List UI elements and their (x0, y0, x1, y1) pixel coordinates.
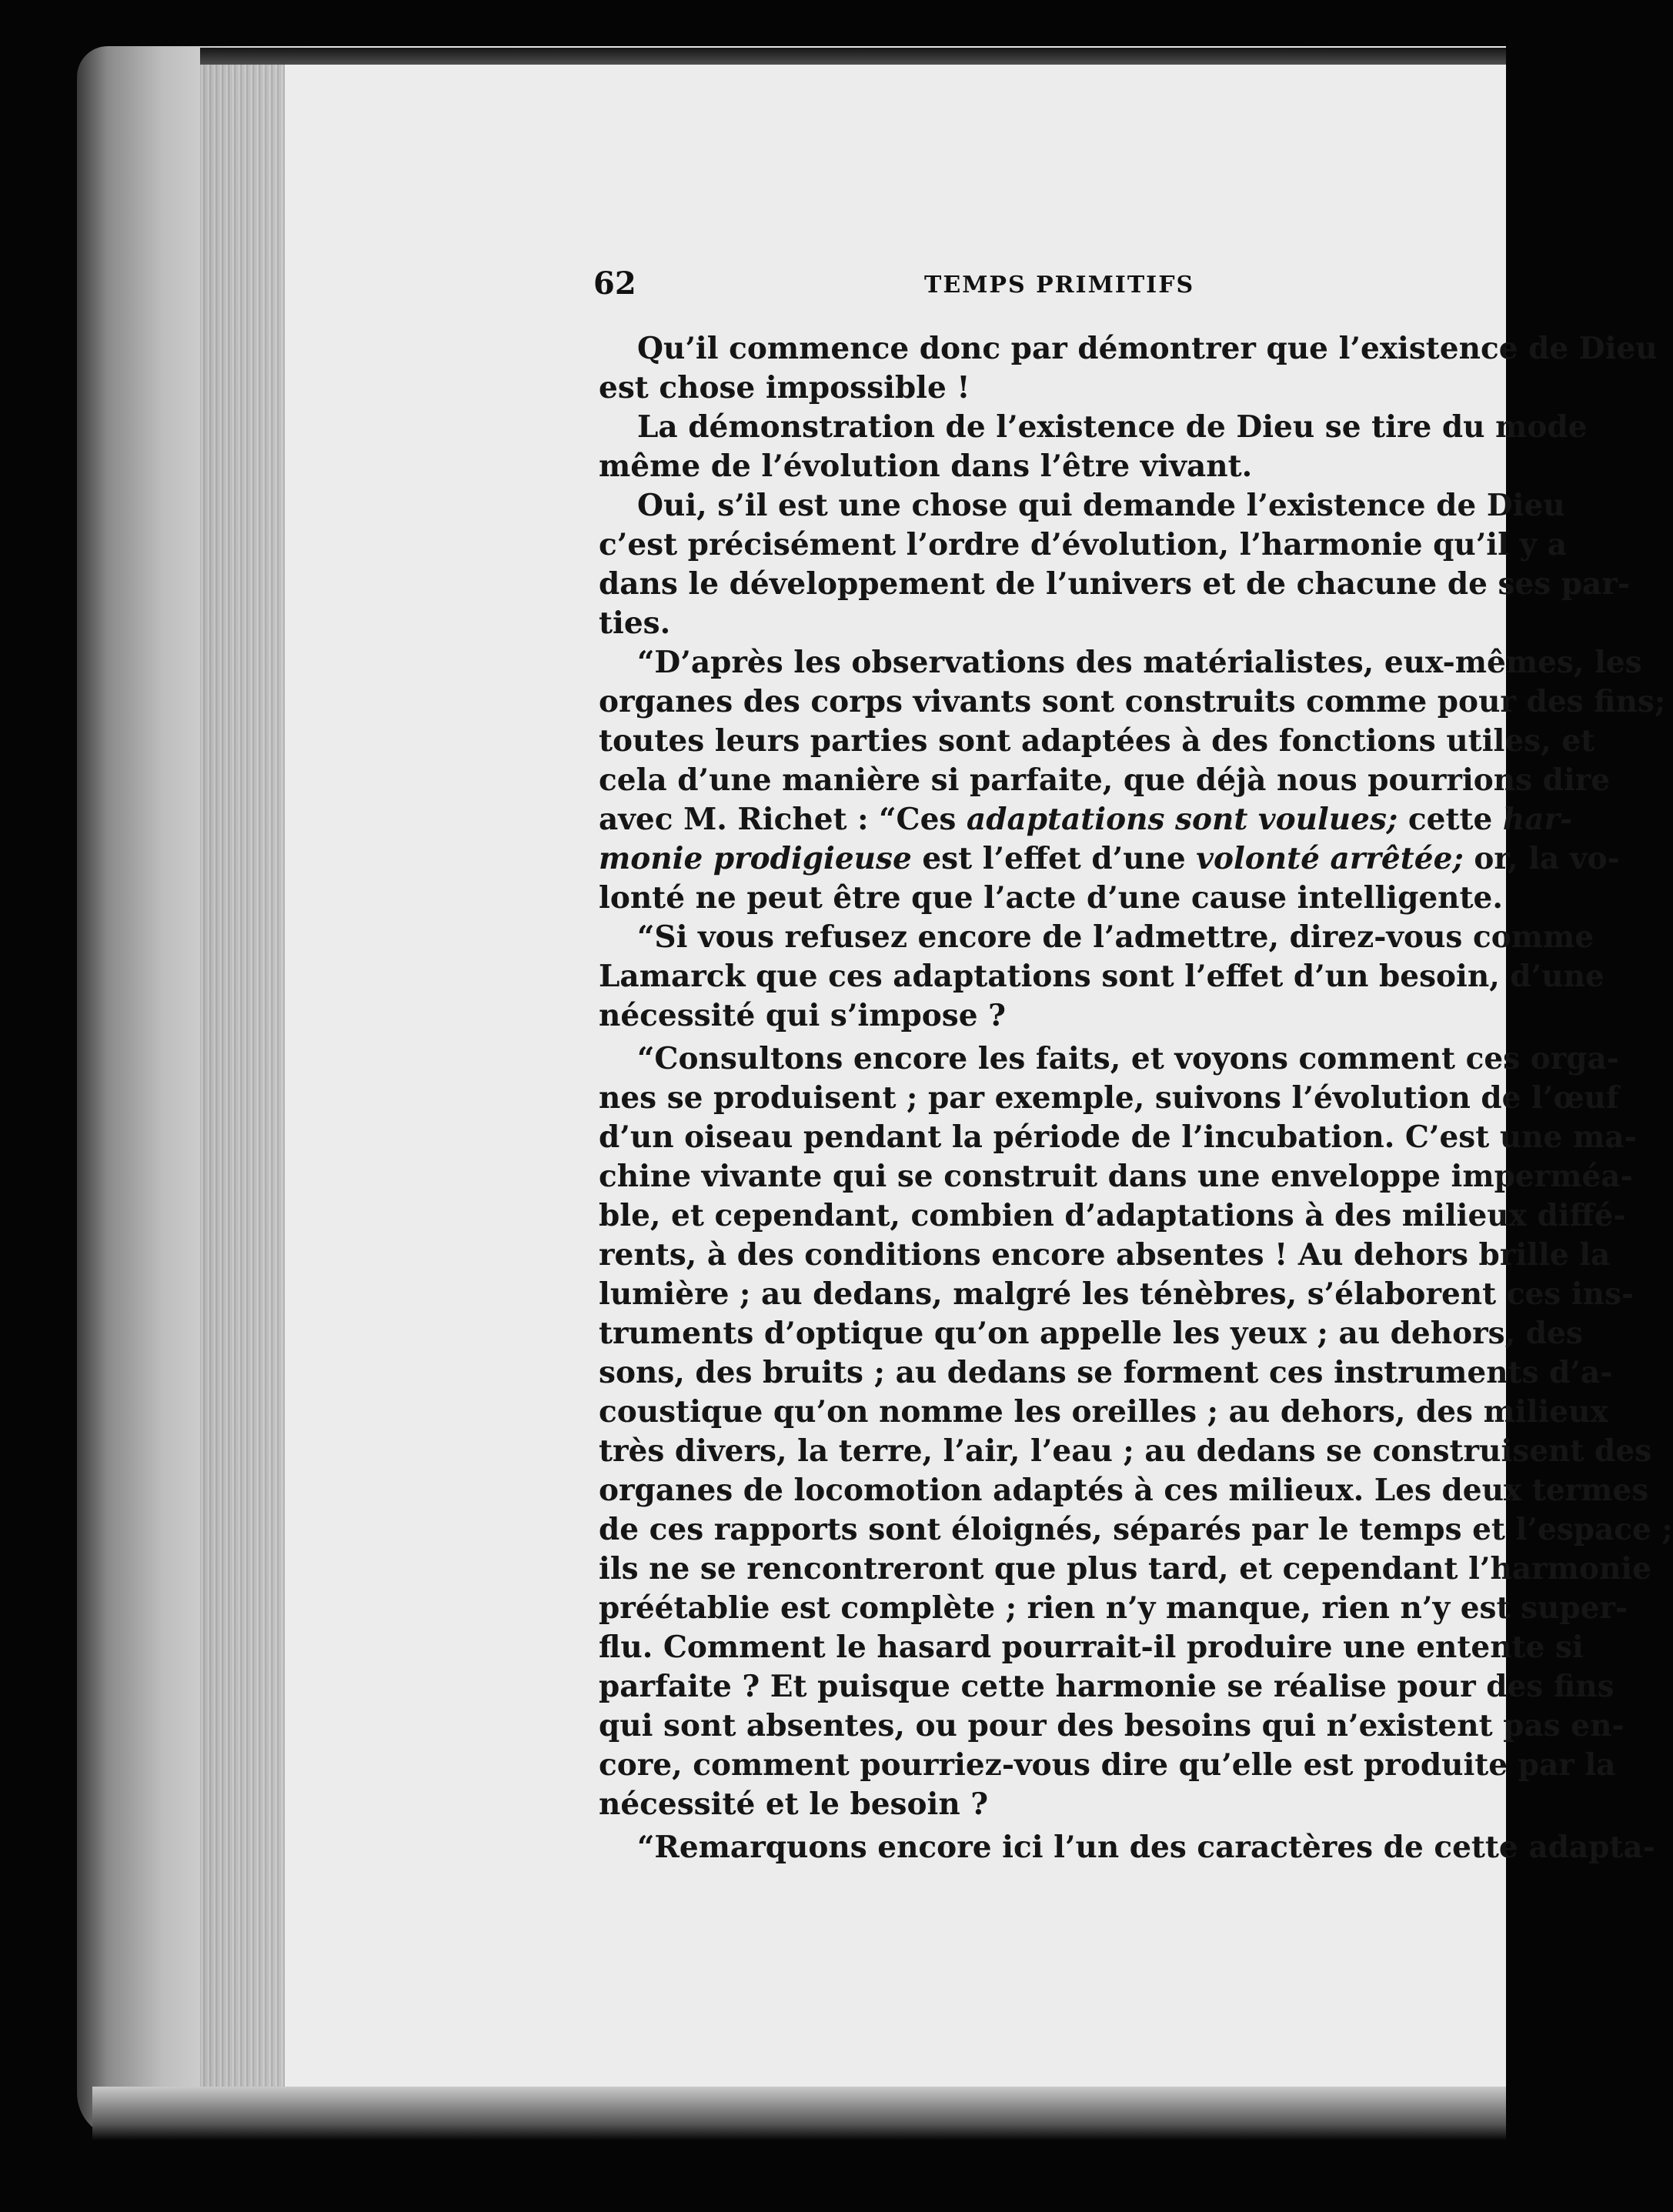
text-line: chine vivante qui se construit dans une enveloppe imperméa- (599, 1159, 1633, 1194)
page-number: 62 (593, 265, 636, 302)
text-line: sons, des bruits ; au dedans se forment ces instruments d’a- (599, 1355, 1613, 1390)
text-line-mixed (599, 800, 1573, 839)
text-line: nécessité et le besoin ? (599, 1787, 989, 1822)
text-line: organes de locomotion adaptés à ces milieux. Les deux termes (599, 1473, 1649, 1508)
text-line: très divers, la terre, l’air, l’eau ; au dedans se construisent des (599, 1433, 1652, 1469)
text-run: est l’effet d’une (922, 841, 1186, 876)
bottom-edge-shadow (92, 2087, 1506, 2140)
text-line: de ces rapports sont éloignés, séparés par le temps et l’espace ; (599, 1512, 1673, 1547)
top-edge-shadow (200, 48, 1506, 65)
text-run-italic: adaptations sont voulues; (966, 802, 1398, 837)
text-run-italic: monie prodigieuse (599, 841, 912, 876)
text-line: même de l’évolution dans l’être vivant. (599, 449, 1253, 484)
text-line: est chose impossible ! (599, 370, 970, 405)
text-line: Oui, s’il est une chose qui demande l’existence de Dieu (637, 488, 1565, 523)
running-title: TEMPS PRIMITIFS (924, 272, 1195, 299)
text-line: coustique qu’on nomme les oreilles ; au dehors, des milieux (599, 1394, 1608, 1430)
text-run-italic: volonté arrêtée; (1196, 841, 1464, 876)
text-run: or, la vo- (1474, 841, 1620, 876)
text-line: truments d’optique qu’on appelle les yeux ; au dehors, des (599, 1316, 1583, 1351)
text-line: “Remarquons encore ici l’un des caractères de cette adapta- (637, 1830, 1655, 1865)
text-line: “D’après les observations des matérialistes, eux-mêmes, les (637, 645, 1642, 680)
text-line: rents, à des conditions encore absentes ! Au dehors brille la (599, 1237, 1611, 1273)
text-line: ble, et cependant, combien d’adaptations à des milieux diffé- (599, 1198, 1626, 1233)
text-line: Lamarck que ces adaptations sont l’effet d’un besoin, d’une (599, 959, 1605, 994)
text-line: La démonstration de l’existence de Dieu se tire du mode (637, 409, 1588, 445)
text-line: core, comment pourriez-vous dire qu’elle est produite par la (599, 1747, 1616, 1783)
text-line: lumière ; au dedans, malgré les ténèbres, s’élaborent ces ins- (599, 1276, 1635, 1312)
body-text (599, 329, 1673, 1937)
running-head (593, 265, 1501, 304)
text-line: nécessité qui s’impose ? (599, 998, 1006, 1033)
text-run-italic: har- (1502, 802, 1573, 837)
page-edges (200, 60, 292, 2091)
text-line: nes se produisent ; par exemple, suivons l’évolution de l’œuf (599, 1080, 1619, 1116)
text-line: “Consultons encore les faits, et voyons comment ces orga- (637, 1041, 1619, 1076)
text-line: ils ne se rencontreront que plus tard, et cependant l’harmonie (599, 1551, 1651, 1586)
text-line: dans le développement de l’univers et de chacune de ses par- (599, 566, 1631, 602)
text-run: cette (1408, 802, 1493, 837)
text-line: flu. Comment le hasard pourrait-il produire une entente si (599, 1630, 1584, 1665)
text-line: préétablie est complète ; rien n’y manque, rien n’y est super- (599, 1590, 1628, 1626)
text-line: qui sont absentes, ou pour des besoins qui n’existent pas en- (599, 1708, 1625, 1743)
text-line: Qu’il commence donc par démontrer que l’existence de Dieu (637, 331, 1658, 366)
text-run: avec M. Richet : “Ces (599, 802, 957, 837)
text-line: ties. (599, 606, 671, 641)
text-line: “Si vous refusez encore de l’admettre, direz-vous comme (637, 919, 1595, 955)
text-line: cela d’une manière si parfaite, que déjà nous pourrions dire (599, 762, 1611, 798)
text-line: parfaite ? Et puisque cette harmonie se réalise pour des fins (599, 1669, 1615, 1704)
text-line: lonté ne peut être que l’acte d’une cause intelligente. (599, 880, 1503, 916)
text-line: toutes leurs parties sont adaptées à des fonctions utiles, et (599, 723, 1595, 759)
text-line: organes des corps vivants sont construits comme pour des fins; (599, 684, 1666, 719)
text-line-mixed (599, 839, 1620, 879)
text-line: d’un oiseau pendant la période de l’incubation. C’est une ma- (599, 1119, 1637, 1155)
text-line: c’est précisément l’ordre d’évolution, l’harmonie qu’il y a (599, 527, 1568, 562)
